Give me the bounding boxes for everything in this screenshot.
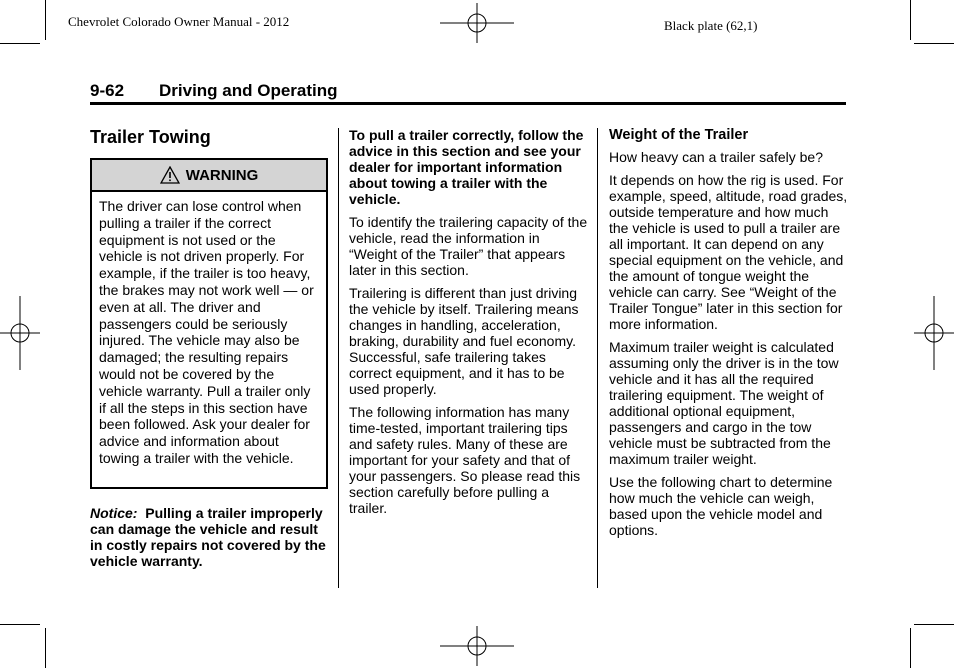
subsection-heading: Weight of the Trailer [609, 127, 749, 143]
manual-title: Chevrolet Colorado Owner Manual - 2012 [68, 14, 290, 29]
column-3 [609, 127, 849, 545]
warning-text: The driver can lose control when pulling a trailer if the correct equipment is not used or the vehicle is not driven properly. For example, if the trailer is too heavy, the brakes may not work well — or even at all. The driver and passengers could be seriously injured. The vehicle may also be damaged; the resulting repairs would not be covered by the vehicle warranty. Pull a trailer only if all the steps in this section have been followed. Ask your dealer for advice and information about towing a trailer with the vehicle. [99, 198, 314, 466]
crop-mark [45, 628, 46, 668]
crop-mark [914, 43, 954, 44]
warning-header [92, 160, 326, 192]
paragraph: The following information has many time-tested, important trailering tips and safety rules. Many of these are important for your safety and that of your passengers. So please read this section carefully before pulling a trailer. [349, 404, 581, 516]
section-title: Driving and Operating [159, 81, 338, 100]
page-heading: Trailer Towing [90, 127, 211, 147]
column-divider [338, 128, 339, 588]
paragraph: Use the following chart to determine how much the vehicle can weigh, based upon the vehicle model and options. [609, 474, 833, 538]
crop-mark [914, 624, 954, 625]
paragraph: Maximum trailer weight is calculated assuming only the driver is in the tow vehicle and it has all the required trailering equipment. The weight of additional optional equipment, passengers and cargo in the tow vehicle must be subtracted from the maximum trailer weight. [609, 339, 839, 467]
paragraph: How heavy can a trailer safely be? [609, 149, 823, 165]
registration-mark-icon [440, 626, 514, 666]
paragraph: It depends on how the rig is used. For example, speed, altitude, road grades, outside temperature and how much the vehicle is used to pull a trailer are all important. It can depend on any special equipment on the vehicle, and the amount of tongue weight the vehicle can carry. See “Weight of the Trailer Tongue” later in this section for more information. [609, 172, 848, 332]
crop-mark [910, 628, 911, 668]
warning-box [90, 158, 328, 489]
crop-mark [45, 0, 46, 40]
paragraph: Trailering is different than just driving the vehicle by itself. Trailering means changes in handling, acceleration, braking, durability and fuel economy. Successful, safe trailering takes correct equipment, and it has to be used properly. [349, 285, 579, 397]
notice-label: Notice: [90, 505, 138, 521]
notice-text: Pulling a trailer improperly can damage the vehicle and result in costly repairs not covered by the vehicle warranty. [90, 505, 326, 569]
registration-mark-icon [440, 3, 514, 43]
column-divider [597, 128, 598, 588]
notice-block [90, 505, 330, 576]
page-number: 9-62 [90, 81, 125, 100]
warning-label: WARNING [185, 166, 259, 184]
intro-paragraph: To pull a trailer correctly, follow the advice in this section and see your dealer for important information about towing a trailer with the vehicle. [349, 127, 584, 207]
registration-mark-icon [0, 296, 40, 370]
column-2 [349, 127, 591, 523]
crop-mark [0, 43, 40, 44]
crop-mark [0, 624, 40, 625]
registration-mark-icon [914, 296, 954, 370]
paragraph: To identify the trailering capacity of the vehicle, read the information in “Weight of the Trailer” that appears later in this section. [349, 214, 588, 278]
warning-triangle-icon [160, 166, 180, 184]
header-rule [90, 102, 846, 105]
crop-mark [910, 0, 911, 40]
plate-label: Black plate (62,1) [664, 18, 758, 33]
